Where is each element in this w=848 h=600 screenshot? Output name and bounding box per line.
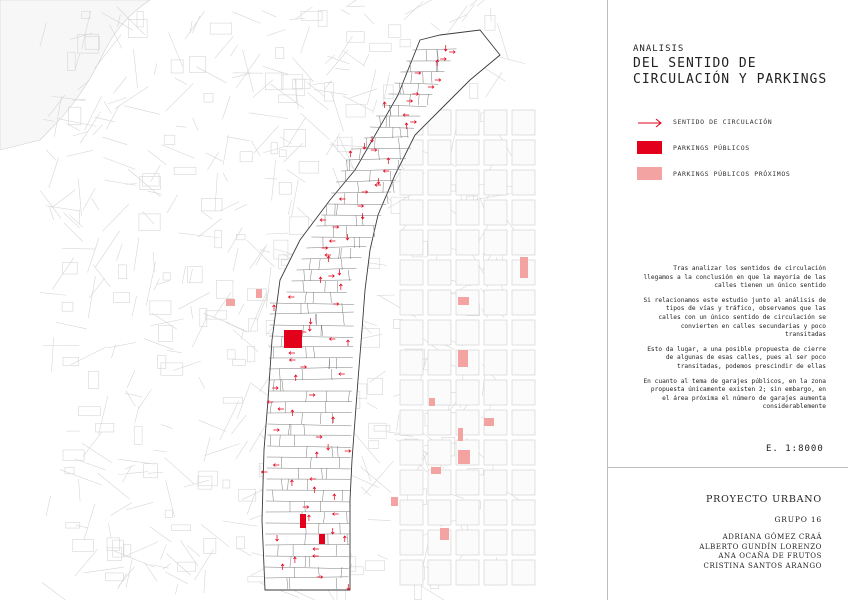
nearby-parking: [391, 497, 398, 506]
panel-divider: [607, 467, 848, 468]
nearby-parking: [484, 418, 494, 426]
title-line-2: CIRCULACIÓN Y PARKINGS: [633, 72, 828, 87]
public-parking: [319, 534, 325, 544]
author-list: [699, 533, 822, 571]
nearby-parking: [440, 528, 449, 540]
arrow-icon: [637, 118, 663, 128]
nearby-parking-swatch: [637, 167, 662, 180]
nearby-parking: [431, 467, 441, 474]
nearby-parking: [458, 297, 469, 305]
legend-label: PARKINGS PÚBLICOS PRÓXIMOS: [673, 170, 791, 178]
legend-label: PARKINGS PÚBLICOS: [673, 144, 750, 152]
nearby-parking: [458, 350, 468, 367]
title-kicker: ANALISIS: [633, 44, 685, 54]
analysis-text: [640, 265, 826, 418]
group-label: GRUPO 16: [774, 515, 822, 524]
nearby-parking: [458, 428, 463, 441]
nearby-parking: [226, 299, 235, 306]
nearby-parking: [256, 289, 262, 298]
public-parking: [300, 514, 306, 528]
panel-divider: [607, 0, 608, 600]
map-scale: E. 1:8000: [766, 444, 824, 454]
author-name: ADRIANA GÓMEZ CRAÁ: [722, 533, 822, 541]
author-name: ALBERTO GUNDÍN LORENZO: [699, 542, 822, 551]
page-title: [633, 56, 838, 88]
parking-swatch: [637, 141, 662, 154]
paragraph: Esto da lugar, a una posible propuesta de cierre de algunas de esas calles, pues al ser poco transitadas, podemos prescindir de ellas: [647, 345, 826, 370]
nearby-parking: [520, 257, 528, 278]
author-name: CRISTINA SANTOS ARANGO: [703, 561, 822, 570]
paragraph: En cuanto al tema de garajes públicos, en la zona propuesta únicamente existen 2; sin embargo, en el área próxima el número de garajes aumenta considerablemente: [643, 377, 826, 411]
planned-district-grid: [400, 110, 535, 585]
paragraph: Tras analizar los sentidos de circulación llegamos a la conclusión en que la mayoría de las calles tienen un único sentido: [643, 265, 826, 290]
legend-label: SENTIDO DE CIRCULACIÓN: [673, 118, 773, 126]
project-title: PROYECTO URBANO: [705, 494, 822, 505]
nearby-parking: [458, 450, 470, 464]
author-name: ANA OCAÑA DE FRUTOS: [718, 552, 822, 560]
paragraph: Si relacionamos este estudio junto al análisis de tipos de vías y tráfico, observamos que las calles con un único sentido de circulación se convierten en calles secundarias y poco transitadas: [643, 296, 826, 339]
nearby-parking: [429, 398, 435, 406]
title-line-1: DEL SENTIDO DE: [633, 56, 757, 71]
coastline: [0, 0, 150, 150]
public-parking: [284, 330, 302, 348]
